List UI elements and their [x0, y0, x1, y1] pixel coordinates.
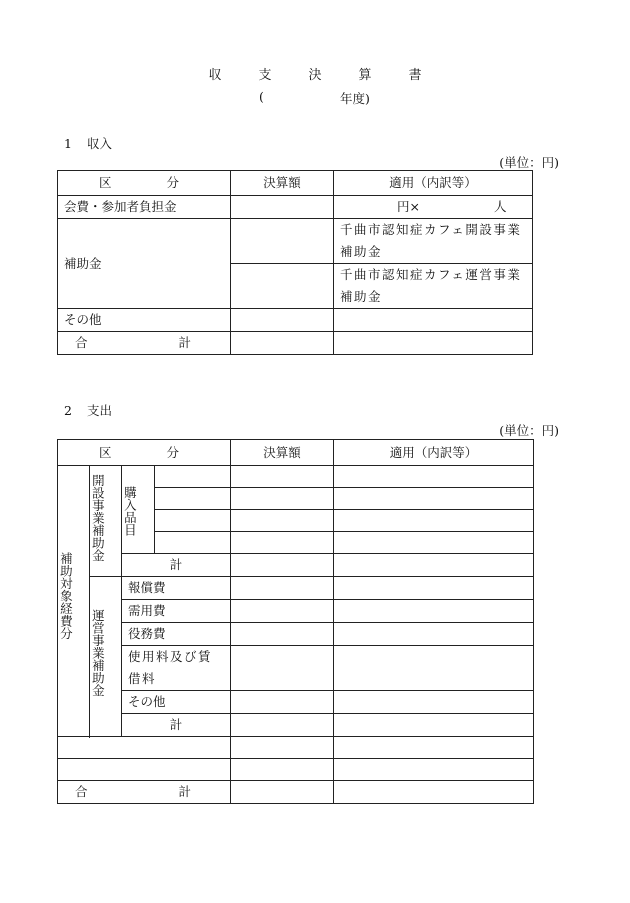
fiscal-year-open: ( — [259, 89, 264, 104]
operating-item-note-3[interactable] — [334, 623, 534, 646]
purchase-item-name-1[interactable] — [155, 466, 231, 488]
subsidy-label: 補助金 — [58, 219, 231, 309]
document-title: 収 支 決 算 書 — [208, 68, 434, 83]
income-total-note[interactable] — [334, 332, 533, 355]
income-section-title: 収入 — [87, 136, 113, 151]
subsidy-open-note: 千曲市認知症カフェ開設事業補助金 — [334, 219, 533, 264]
operating-subtotal-amount[interactable] — [231, 714, 334, 737]
income-row-subsidy-open — [58, 219, 533, 264]
operating-item-amount-1[interactable] — [231, 577, 334, 600]
expense-header-amount: 決算額 — [231, 440, 334, 466]
operating-item-amount-4[interactable] — [231, 646, 334, 691]
income-other-amount[interactable] — [231, 309, 334, 332]
income-other-label: その他 — [58, 309, 231, 332]
income-total-label: 合 計 — [58, 332, 231, 355]
operating-subsidy-group — [90, 577, 122, 737]
operating-item-label: 需用費 — [122, 600, 231, 623]
income-row-other — [58, 309, 533, 332]
income-header-category: 区 分 — [58, 171, 231, 196]
income-table — [57, 170, 533, 355]
blank-row-amount-1[interactable] — [231, 737, 334, 759]
opening-subtotal-label: 計 — [122, 554, 231, 577]
subsidy-operate-note: 千曲市認知症カフェ運営事業補助金 — [334, 264, 533, 309]
purchase-item-note-2[interactable] — [334, 488, 534, 510]
expense-section-title: 支出 — [87, 403, 113, 418]
blank-row — [58, 759, 534, 781]
operating-subtotal-row — [58, 714, 534, 737]
participant-fee-label: 会費・参加者負担金 — [58, 196, 231, 219]
operating-item-label: 使用料及び賃借料 — [122, 646, 231, 691]
operating-item-note-2[interactable] — [334, 600, 534, 623]
purchase-item-row — [58, 466, 534, 488]
operating-item-row — [58, 646, 534, 691]
opening-subtotal-amount[interactable] — [231, 554, 334, 577]
purchase-item-amount-3[interactable] — [231, 510, 334, 532]
expense-total-note[interactable] — [334, 781, 534, 804]
expense-section-number: 2 — [64, 403, 72, 418]
operating-item-note-5[interactable] — [334, 691, 534, 714]
operating-item-amount-3[interactable] — [231, 623, 334, 646]
expense-header-notes: 適用（内訳等） — [334, 440, 534, 466]
purchase-item-amount-2[interactable] — [231, 488, 334, 510]
income-row-participant-fee — [58, 196, 533, 219]
operating-subsidy-label: 運営事業補助金 — [90, 609, 106, 697]
expense-header-row — [58, 440, 534, 466]
income-header-notes: 適用（内訳等） — [334, 171, 533, 196]
expense-table — [57, 439, 534, 804]
blank-row-note-2[interactable] — [334, 759, 534, 781]
blank-row-amount-2[interactable] — [231, 759, 334, 781]
income-other-note[interactable] — [334, 309, 533, 332]
operating-item-row — [58, 577, 534, 600]
purchase-item-note-3[interactable] — [334, 510, 534, 532]
opening-subsidy-label: 開設事業補助金 — [90, 474, 106, 562]
blank-row — [58, 737, 534, 759]
operating-subtotal-label: 計 — [122, 714, 231, 737]
expense-unit: (単位：円) — [499, 423, 559, 438]
subsidy-operate-amount[interactable] — [231, 264, 334, 309]
purchase-item-name-2[interactable] — [155, 488, 231, 510]
blank-row-note-1[interactable] — [334, 737, 534, 759]
operating-item-row — [58, 691, 534, 714]
operating-item-label: 報償費 — [122, 577, 231, 600]
operating-subtotal-note[interactable] — [334, 714, 534, 737]
income-heading — [64, 134, 112, 152]
eligible-expense-group — [58, 466, 90, 737]
opening-subtotal-row — [58, 554, 534, 577]
purchase-item-amount-1[interactable] — [231, 466, 334, 488]
purchase-item-note-4[interactable] — [334, 532, 534, 554]
purchase-item-name-3[interactable] — [155, 510, 231, 532]
purchase-items-group — [122, 466, 155, 554]
income-row-total — [58, 332, 533, 355]
expense-total-label: 合 計 — [58, 781, 231, 804]
purchase-item-note-1[interactable] — [334, 466, 534, 488]
expense-total-row — [58, 781, 534, 804]
expense-heading — [64, 401, 112, 419]
income-total-amount[interactable] — [231, 332, 334, 355]
blank-row-category-2[interactable] — [58, 759, 231, 781]
subsidy-open-amount[interactable] — [231, 219, 334, 264]
operating-item-amount-2[interactable] — [231, 600, 334, 623]
operating-item-row — [58, 623, 534, 646]
participant-yen-label: 円× — [397, 199, 420, 214]
expense-total-amount[interactable] — [231, 781, 334, 804]
operating-item-label: その他 — [122, 691, 231, 714]
participant-fee-amount[interactable] — [231, 196, 334, 219]
purchase-item-name-4[interactable] — [155, 532, 231, 554]
purchase-item-amount-4[interactable] — [231, 532, 334, 554]
fiscal-year-label: 年度) — [340, 91, 370, 106]
opening-subtotal-note[interactable] — [334, 554, 534, 577]
operating-item-row — [58, 600, 534, 623]
income-header-row — [58, 171, 533, 196]
income-section-number: 1 — [64, 136, 72, 151]
blank-row-category-1[interactable] — [58, 737, 231, 759]
opening-subsidy-group — [90, 466, 122, 577]
income-header-amount: 決算額 — [231, 171, 334, 196]
participant-fee-note[interactable] — [334, 196, 533, 219]
operating-item-label: 役務費 — [122, 623, 231, 646]
purchase-items-label: 購入品目 — [122, 486, 138, 536]
income-unit: (単位：円) — [499, 155, 559, 170]
expense-header-category: 区 分 — [58, 440, 231, 466]
operating-item-note-4[interactable] — [334, 646, 534, 691]
operating-item-amount-5[interactable] — [231, 691, 334, 714]
eligible-expense-label: 補助対象経費分 — [58, 552, 74, 640]
operating-item-note-1[interactable] — [334, 577, 534, 600]
participant-person-label: 人 — [493, 199, 507, 214]
